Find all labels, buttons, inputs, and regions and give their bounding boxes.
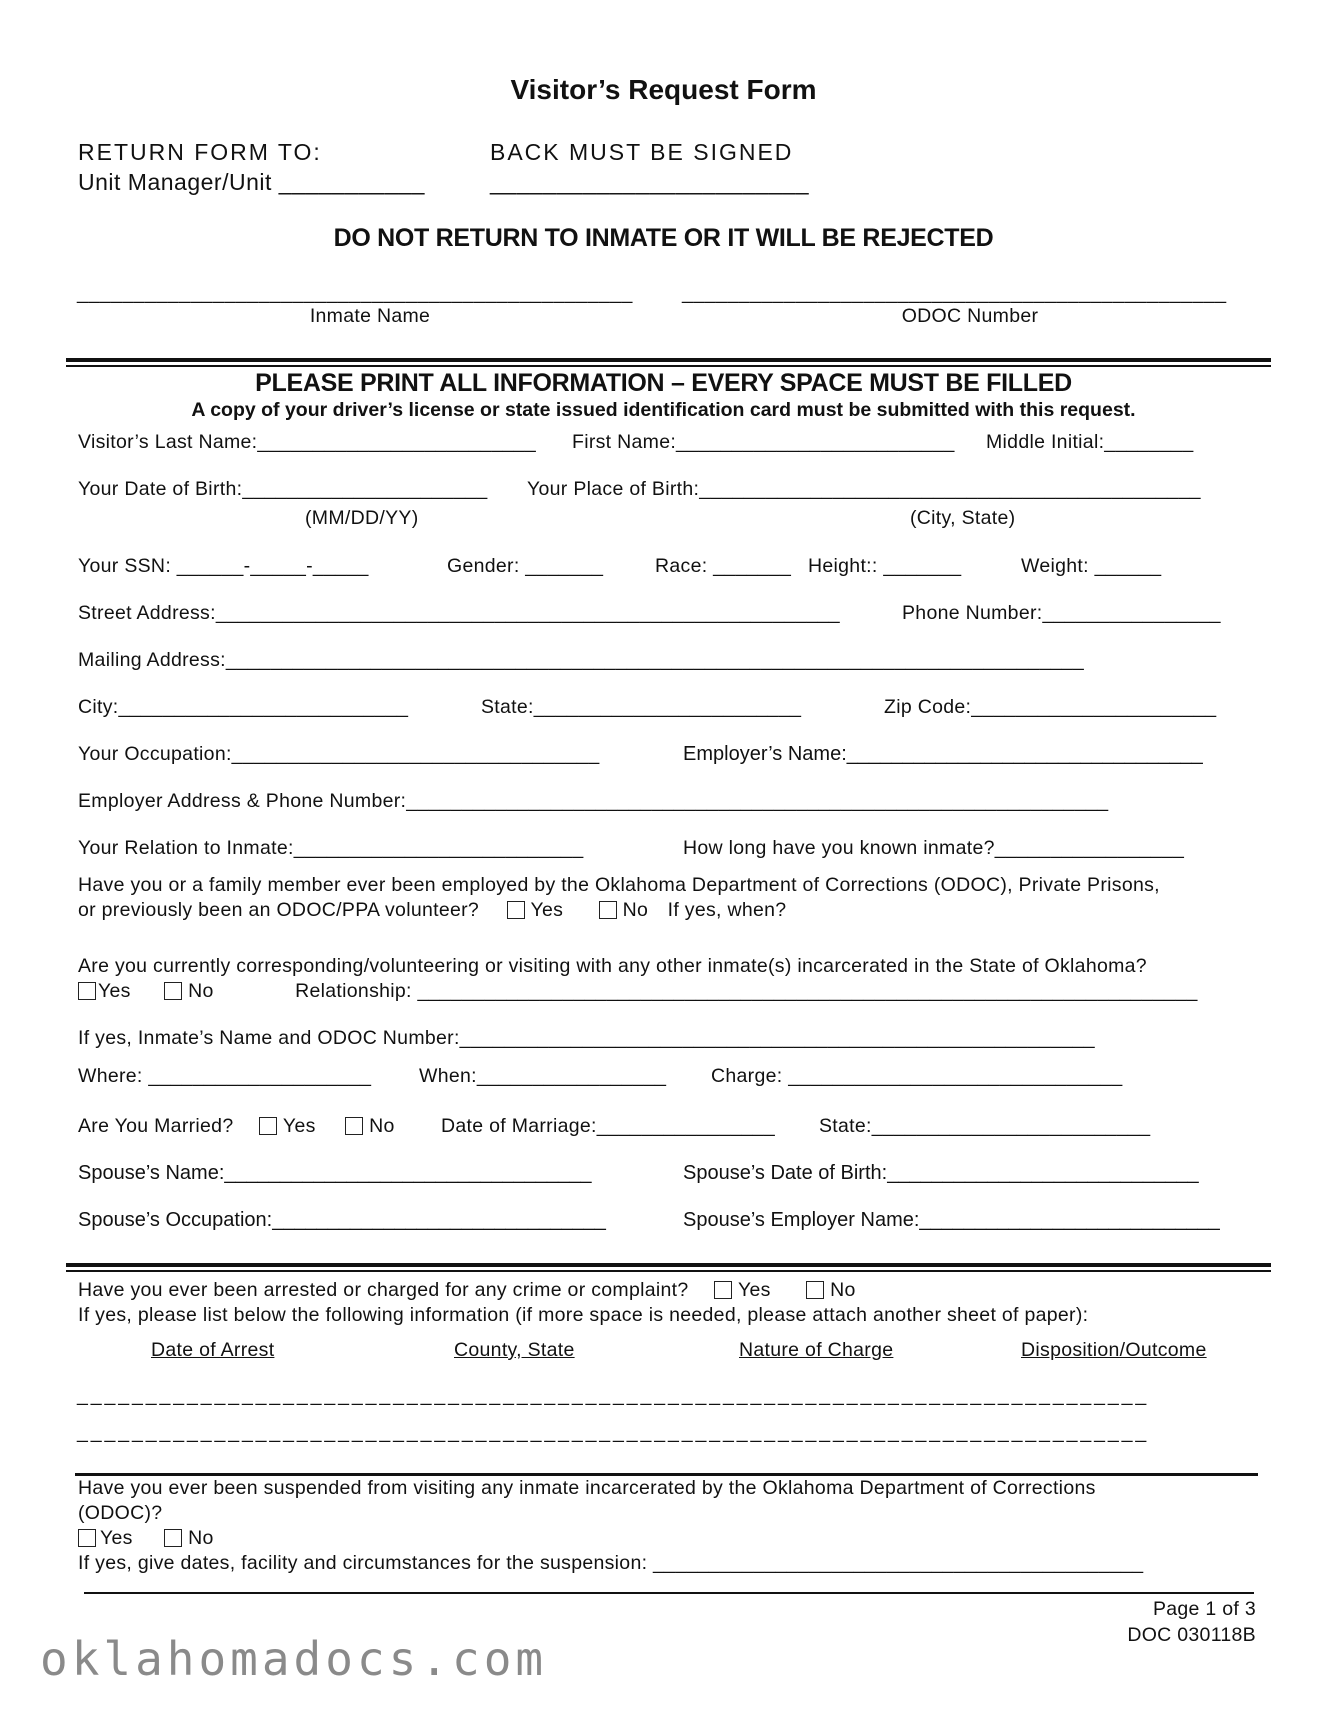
odoc-number-label: ODOC Number [901, 305, 1039, 327]
corresponding-answer-row [78, 980, 1198, 1003]
other-inmate-field[interactable]: If yes, Inmate’s Name and ODOC Number:_________________________________________________________ [78, 1027, 1095, 1049]
dob-format-hint: (MM/DD/YY) [305, 507, 419, 529]
married-question: Are You Married? [78, 1115, 234, 1137]
page-number: Page 1 of 3 [1152, 1598, 1256, 1620]
section-divider-thin [66, 365, 1271, 367]
spouse-occupation-field[interactable]: Spouse’s Occupation:______________________________ [78, 1209, 606, 1231]
unit-manager-line[interactable]: Unit Manager/Unit ___________ [78, 169, 425, 195]
state-field[interactable]: State:________________________ [481, 696, 802, 718]
odoc-number-field[interactable]: ________________________________________________ [682, 282, 1227, 304]
occupation-field[interactable]: Your Occupation:_________________________________ [78, 743, 600, 765]
suspension-answer-row [78, 1527, 214, 1550]
married-yes-checkbox[interactable] [259, 1117, 277, 1135]
phone-number-field[interactable]: Phone Number:________________ [902, 602, 1221, 624]
arrest-question: Have you ever been arrested or charged for any crime or complaint? [78, 1279, 689, 1301]
spouse-dob-field[interactable]: Spouse’s Date of Birth:____________________________ [683, 1162, 1199, 1184]
married-no-checkbox[interactable] [345, 1117, 363, 1135]
married-row [78, 1115, 395, 1138]
volunteer-question: or previously been an ODOC/PPA volunteer? [78, 899, 480, 921]
employer-name-field[interactable]: Employer’s Name:________________________________ [683, 743, 1203, 765]
section-heading: PLEASE PRINT ALL INFORMATION – EVERY SPACE MUST BE FILLED [255, 369, 1072, 397]
mailing-address-field[interactable]: Mailing Address:_____________________________________________________________________________ [78, 649, 1085, 671]
spouse-name-field[interactable]: Spouse’s Name:_________________________________ [78, 1162, 592, 1184]
inmate-name-label: Inmate Name [309, 305, 431, 327]
employment-no-checkbox[interactable] [599, 901, 617, 919]
first-name-field[interactable]: First Name:_________________________ [572, 431, 955, 453]
id-requirement-note: A copy of your driver’s license or state issued identification card must be submitted with this request. [191, 399, 1136, 421]
arrest-yes-label: Yes [737, 1279, 771, 1301]
race-field[interactable]: Race: _______ [655, 555, 792, 577]
last-name-field[interactable]: Visitor’s Last Name:_________________________ [78, 431, 537, 453]
employment-when-label: If yes, when? [667, 899, 787, 921]
return-form-to-label: RETURN FORM TO: [78, 139, 322, 165]
suspension-question-line2: (ODOC)? [78, 1502, 163, 1524]
spouse-employer-field[interactable]: Spouse’s Employer Name:___________________________ [683, 1209, 1220, 1231]
zip-code-field[interactable]: Zip Code:______________________ [884, 696, 1217, 718]
employment-yes-checkbox[interactable] [507, 901, 525, 919]
suspension-no-checkbox[interactable] [164, 1529, 182, 1547]
place-of-birth-field[interactable]: Your Place of Birth:_____________________________________________ [527, 478, 1201, 500]
column-disposition: Disposition/Outcome [1021, 1339, 1207, 1361]
street-address-field[interactable]: Street Address:________________________________________________________ [78, 602, 840, 624]
weight-field[interactable]: Weight: ______ [1021, 555, 1162, 577]
rejection-warning: DO NOT RETURN TO INMATE OR IT WILL BE REJECTED [333, 224, 994, 252]
charge-field[interactable]: Charge: ______________________________ [711, 1065, 1123, 1087]
corresponding-no-checkbox[interactable] [164, 982, 182, 1000]
date-of-birth-field[interactable]: Your Date of Birth:______________________ [78, 478, 488, 500]
employment-question-line2 [78, 899, 786, 922]
known-inmate-duration-field[interactable]: How long have you known inmate?_________________ [683, 837, 1185, 859]
employment-question: Have you or a family member ever been employed by the Oklahoma Department of Corrections (ODOC), Private Prisons, [78, 874, 1160, 896]
column-date-of-arrest: Date of Arrest [151, 1339, 275, 1361]
corresponding-no-label: No [188, 980, 214, 1002]
relation-to-inmate-field[interactable]: Your Relation to Inmate:__________________________ [78, 837, 584, 859]
column-nature-of-charge: Nature of Charge [739, 1339, 894, 1361]
doc-number: DOC 030118B [1127, 1624, 1256, 1646]
when-field[interactable]: When:_________________ [419, 1065, 667, 1087]
inmate-name-field[interactable]: _________________________________________________ [77, 282, 633, 304]
corresponding-yes-label: Yes [98, 980, 131, 1002]
city-field[interactable]: City:__________________________ [78, 696, 409, 718]
section-divider [75, 1473, 1258, 1476]
arrest-instructions: If yes, please list below the following information (if more space is needed, please attach another sheet of paper): [78, 1304, 1089, 1326]
section-divider [66, 358, 1271, 362]
arrest-entry-line[interactable]: ______________________________________________________________________________ [77, 1384, 1150, 1406]
employment-no-label: No [622, 899, 649, 921]
middle-initial-field[interactable]: Middle Initial:________ [986, 431, 1194, 453]
height-field[interactable]: Height:: _______ [808, 555, 962, 577]
arrest-entry-line[interactable]: ______________________________________________________________________________ [77, 1421, 1150, 1443]
corresponding-yes-checkbox[interactable] [78, 982, 96, 1000]
ssn-field[interactable]: Your SSN: ______-_____-_____ [78, 555, 369, 577]
where-field[interactable]: Where: ____________________ [78, 1065, 372, 1087]
section-divider-thin [66, 1270, 1271, 1272]
gender-field[interactable]: Gender: _______ [447, 555, 604, 577]
back-must-be-signed-label: BACK MUST BE SIGNED [490, 139, 794, 165]
arrest-yes-checkbox[interactable] [714, 1281, 732, 1299]
suspension-details-line[interactable] [84, 1592, 1254, 1594]
section-divider [66, 1263, 1271, 1267]
suspension-yes-label: Yes [100, 1527, 133, 1549]
date-of-marriage-field[interactable]: Date of Marriage:________________ [441, 1115, 776, 1137]
corresponding-question: Are you currently corresponding/volunteering or visiting with any other inmate(s) incarcerated in the State of Oklahoma? [78, 955, 1147, 977]
column-county-state: County, State [454, 1339, 575, 1361]
arrest-no-checkbox[interactable] [806, 1281, 824, 1299]
suspension-yes-checkbox[interactable] [78, 1529, 96, 1547]
arrest-no-label: No [830, 1279, 856, 1301]
employment-yes-label: Yes [530, 899, 564, 921]
signature-line[interactable]: ________________________ [490, 169, 809, 195]
marriage-state-field[interactable]: State:_________________________ [819, 1115, 1151, 1137]
married-yes-label: Yes [282, 1115, 316, 1137]
relationship-field[interactable]: Relationship: ______________________________________________________________________ [295, 980, 1198, 1002]
site-watermark: oklahomadocs.com [40, 1632, 548, 1686]
suspension-question: Have you ever been suspended from visiting any inmate incarcerated by the Oklahoma Department of Corrections [78, 1477, 1096, 1499]
form-title: Visitor’s Request Form [510, 74, 817, 105]
suspension-no-label: No [188, 1527, 214, 1549]
suspension-details-field[interactable]: If yes, give dates, facility and circumstances for the suspension: ____________________________________________ [78, 1552, 1144, 1574]
married-no-label: No [369, 1115, 395, 1137]
pob-format-hint: (City, State) [910, 507, 1016, 529]
employer-address-field[interactable]: Employer Address & Phone Number:_______________________________________________________________ [78, 790, 1109, 812]
arrest-row [78, 1279, 856, 1302]
